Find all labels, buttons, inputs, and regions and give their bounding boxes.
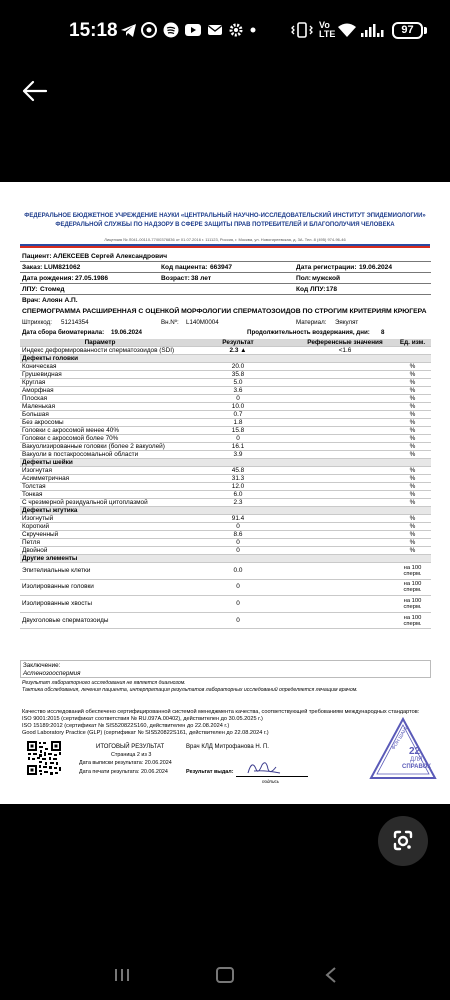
doctor-value: Алоян А.П. [42,297,78,304]
patient-row-birth [20,274,431,284]
param-value: 0 [180,435,296,443]
param-value: 0.0 [180,563,296,580]
test-meta-row1 [20,318,431,328]
param-value: 8.6 [180,531,296,539]
table-row [20,531,431,539]
quality-line2: ISO 9001:2015 (сертификат соответствия № RU.097А.00402), действителен до 30.05.2025 г.) [22,716,263,722]
patient-name: АЛЕКСЕЕВ Сергей Александрович [53,253,168,260]
menu-icon[interactable] [113,966,131,984]
quality-line1: Качество исследований обеспечено сертифицированной системой менеджмента качества, соответствующей требованиям международных стандартов: [22,709,420,715]
table-row [20,387,431,395]
table-row-sdi [20,347,431,355]
param-ref [296,483,394,491]
param-name: Круглая [20,379,180,387]
qr-code [26,740,62,776]
param-name: Головки с акросомой менее 40% [20,427,180,435]
vibrate-icon [291,22,313,38]
circle-app-icon [141,22,157,38]
param-ref [296,451,394,459]
param-value: 15.8 [180,427,296,435]
section-neck-defects [20,459,431,467]
param-ref [296,379,394,387]
status-bar [0,0,450,62]
param-name: Маленькая [20,403,180,411]
param-value: 10.0 [180,403,296,411]
conclusion-text: Астенозооспермия [23,670,81,677]
param-name: Скрученный [20,531,180,539]
volte-bottom: LTE [319,29,336,39]
status-time: 15:18 [69,20,118,41]
param-value: 3.9 [180,451,296,459]
disclaimer-note1: Результат лабораторного исследования не является диагнозом. [22,680,186,686]
nav-bar [0,960,450,1000]
conclusion-box [20,660,431,678]
abstinence-value: 8 [381,329,385,336]
battery-tip [424,27,427,34]
lab-header-line2: ФЕДЕРАЛЬНОЙ СЛУЖБЫ ПО НАДЗОРУ В СФЕРЕ ЗАЩИТЫ ПРАВ ПОТРЕБИТЕЛЕЙ И БЛАГОПОЛУЧИЯ ЧЕЛОВЕКА [55,222,395,228]
lpu-code-value: 178 [326,286,338,293]
param-name: Коническая [20,363,180,371]
home-icon[interactable] [215,966,235,984]
col-header-parameter: Параметр [20,339,180,347]
param-name: Изолированные хвосты [20,596,180,613]
param-name: Эпителиальные клетки [20,563,180,580]
patient-row-order [20,263,431,273]
section-other-elements [20,555,431,563]
table-row [20,579,431,596]
results-table [20,339,431,629]
patient-row-doctor [20,296,431,306]
param-ref [296,443,394,451]
volte-indicator [319,21,335,39]
stamp-word2: СПРАВОК [402,764,431,770]
param-name: Изогнутый [20,515,180,523]
param-unit: % [394,491,431,499]
param-unit: % [394,539,431,547]
document-page [0,182,450,804]
param-ref [296,596,394,613]
patient-name-label: Пациент: [22,253,52,260]
param-value: 0 [180,395,296,403]
param-ref [296,395,394,403]
param-ref [296,531,394,539]
param-name: Головки с акросомой более 70% [20,435,180,443]
param-unit: % [394,499,431,507]
param-unit: % [394,475,431,483]
page-indicator: Страница 2 из 3 [111,752,152,758]
param-value: 35.8 [180,371,296,379]
param-value: 0.7 [180,411,296,419]
param-value: 0 [180,547,296,555]
patient-row-lpu [20,285,431,295]
table-row [20,483,431,491]
param-name: Двойной [20,547,180,555]
sex-label: Пол: [296,275,311,282]
table-header-row [20,339,431,347]
param-unit: % [394,419,431,427]
param-value: 0 [180,596,296,613]
back-arrow-icon[interactable] [22,78,48,104]
section-tail-defects [20,507,431,515]
issue-date-row [79,760,172,766]
birth-value: 27.05.1986 [75,275,109,282]
param-value: 0 [180,539,296,547]
vn-value: L140M0004 [186,319,219,326]
quality-line3: ISO 15189:2012 (сертификат № SIS520822S160, действителен до 22.08.2024 г.) [22,723,230,729]
table-row [20,443,431,451]
param-value: 5.0 [180,379,296,387]
param-ref [296,491,394,499]
spotify-icon [163,22,179,38]
signature-caption: подпись [262,779,280,784]
patient-code-label: Код пациента: [161,264,208,271]
param-unit: % [394,427,431,435]
param-unit: % [394,379,431,387]
param-ref [296,539,394,547]
table-row [20,411,431,419]
abstinence-label: Продолжительность воздержания, дни: [247,329,370,336]
param-ref [296,499,394,507]
table-row [20,467,431,475]
lab-header-line1: ФЕДЕРАЛЬНОЕ БЮДЖЕТНОЕ УЧРЕЖДЕНИЕ НАУКИ «ЦЕНТРАЛЬНЫЙ НАУЧНО-ИССЛЕДОВАТЕЛЬСКИЙ ИНСТИТУТ ЭПИДЕМИОЛОГИИ» [24,213,426,219]
collect-value: 19.06.2024 [111,329,142,336]
param-unit: % [394,547,431,555]
issued-by-label: Результат выдал: [186,769,234,775]
param-name: Толстая [20,483,180,491]
table-row [20,427,431,435]
issue-date-label: Дата выписки результата: [79,760,144,766]
table-row [20,547,431,555]
telegram-icon [120,22,137,38]
param-name: Без акросомы [20,419,180,427]
param-unit: % [394,395,431,403]
param-value: 31.3 [180,475,296,483]
birth-label: Дата рождения: [22,275,74,282]
table-row [20,475,431,483]
param-ref [296,515,394,523]
param-unit: % [394,411,431,419]
settings-icon [228,22,244,38]
lab-header [20,212,430,230]
param-unit: на 100 сперм. [394,612,431,629]
google-lens-icon [378,816,428,866]
param-name: Вакуоли в постакросомальной области [20,451,180,459]
table-row [20,371,431,379]
handwritten-signature [244,757,284,779]
param-value: 1.8 [180,419,296,427]
col-header-reference: Референсные значения [296,339,394,347]
table-row [20,419,431,427]
table-row [20,523,431,531]
disclaimer-note2: Тактика обследования, лечения пациента, интерпретация результатов лабораторных исследований определяется лечащим врачом. [22,687,358,693]
param-name: Изолированные головки [20,579,180,596]
param-ref [296,427,394,435]
section-title: Другие элементы [20,555,431,563]
section-title: Дефекты шейки [20,459,431,467]
table-row [20,363,431,371]
lpu-value: Стомед [40,286,65,293]
order-value: LUM821062 [44,264,81,271]
reg-date-label: Дата регистрации: [296,264,357,271]
table-row [20,379,431,387]
vn-label: Вн.Nº: [161,319,179,326]
param-value: 0 [180,612,296,629]
param-name: Изогнутая [20,467,180,475]
stamp-number: 22 [409,746,421,757]
wifi-icon [337,22,357,38]
param-value: 12.0 [180,483,296,491]
param-value: 20.0 [180,363,296,371]
param-ref: <1.6 [296,347,394,355]
param-unit: на 100 сперм. [394,596,431,613]
col-header-unit: Ед. изм. [394,339,431,347]
test-meta-row2 [20,328,431,338]
param-value: 6.0 [180,491,296,499]
table-row [20,612,431,629]
signal-icon [360,22,386,38]
param-value: 2.3 [180,499,296,507]
print-date-value: 20.06.2024 [140,769,168,775]
battery-icon: 97 [392,22,423,39]
age-value: 38 лет [191,275,212,282]
google-lens-button[interactable] [378,816,428,866]
param-ref [296,371,394,379]
table-row [20,403,431,411]
dot-icon [250,22,256,38]
table-row [20,596,431,613]
param-value: 91.4 [180,515,296,523]
table-row [20,451,431,459]
param-value: 2.3 ▲ [180,347,296,355]
test-title: СПЕРМОГРАММА РАСШИРЕННАЯ С ОЦЕНКОЙ МОРФОЛОГИИ СПЕРМАТОЗОИДОВ ПО СТРОГИМ КРИТЕРИЯМ КРЮГЕРА [22,308,427,315]
patient-code-value: 663947 [210,264,233,271]
param-value: 0 [180,579,296,596]
param-unit: % [394,363,431,371]
lab-stamp [368,716,438,782]
param-value: 0 [180,523,296,531]
param-name: Большая [20,411,180,419]
material-label: Материал: [296,319,327,326]
param-ref [296,579,394,596]
back-icon[interactable] [322,966,340,984]
lab-license: Лицензия № Л041-00110-77/00376836 от 01.07.2016 г. 111123, Россия, г. Москва, ул. Новогиреевская, д. 3А. Тел. 8 (495) 974-96-46 [104,237,346,242]
collect-label: Дата сбора биоматериала: [22,329,105,336]
stamp-top-text: ФОН ШАНИ [390,724,411,752]
param-value: 3.6 [180,387,296,395]
param-unit: % [394,371,431,379]
table-row [20,491,431,499]
volte-top: Vo [319,20,330,30]
table-row [20,515,431,523]
table-row [20,563,431,580]
sex-value: мужской [312,275,341,282]
param-unit: % [394,451,431,459]
section-title: Дефекты головки [20,355,431,363]
param-ref [296,387,394,395]
print-date-row [79,769,168,775]
lpu-code-label: Код ЛПУ: [296,286,326,293]
issue-date-value: 20.06.2024 [144,760,172,766]
table-row [20,539,431,547]
param-ref [296,467,394,475]
barcode-label: Штрихкод: [22,319,52,326]
table-row [20,395,431,403]
param-ref [296,547,394,555]
col-header-result: Результат [180,339,296,347]
param-unit: % [394,403,431,411]
final-result-label: ИТОГОВЫЙ РЕЗУЛЬТАТ [96,744,165,750]
param-unit [394,347,431,355]
param-unit: % [394,467,431,475]
reg-date-value: 19.06.2024 [359,264,393,271]
stamp-word1: ДЛЯ [410,757,423,763]
param-ref [296,403,394,411]
param-name: Вакуолизированные головки (более 2 вакуолей) [20,443,180,451]
param-unit: на 100 сперм. [394,579,431,596]
param-unit: % [394,523,431,531]
param-ref [296,411,394,419]
lpu-label: ЛПУ: [22,286,38,293]
param-unit: % [394,435,431,443]
param-unit: % [394,483,431,491]
param-unit: % [394,531,431,539]
param-name: Асимметричная [20,475,180,483]
param-name: Индекс деформированности сперматозоидов (SDI) [20,347,180,355]
print-date-label: Дата печати результата: [79,769,140,775]
param-unit: % [394,387,431,395]
param-name: Петля [20,539,180,547]
doctor-label: Врач: [22,297,41,304]
patient-row-name [20,252,431,262]
param-ref [296,419,394,427]
param-unit: на 100 сперм. [394,563,431,580]
table-row [20,435,431,443]
param-ref [296,612,394,629]
section-head-defects [20,355,431,363]
material-value: Эякулят [335,319,359,326]
param-name: Грушевидная [20,371,180,379]
barcode-value: 51214354 [61,319,89,326]
signing-doctor: Врач КЛД Митрофанова Н. П. [186,744,269,750]
param-ref [296,563,394,580]
param-unit: % [394,443,431,451]
param-name: Короткий [20,523,180,531]
flag-stripe-red [20,246,430,248]
param-name: Плоская [20,395,180,403]
conclusion-label: Заключение: [23,662,61,669]
param-value: 16.1 [180,443,296,451]
param-ref [296,363,394,371]
param-name: Двухголовые сперматозоиды [20,612,180,629]
age-label: Возраст: [161,275,190,282]
order-label: Заказ: [22,264,43,271]
youtube-icon [184,22,202,38]
table-row [20,499,431,507]
param-ref [296,523,394,531]
mail-icon [207,22,223,38]
param-name: Аморфная [20,387,180,395]
param-ref [296,475,394,483]
quality-line4: Good Laboratory Practice (GLP) (сертификат № SIS520822S161, действителен до 22.08.2024 г.) [22,730,269,736]
param-value: 45.8 [180,467,296,475]
param-ref [296,435,394,443]
section-title: Дефекты жгутика [20,507,431,515]
param-name: С чрезмерной резидуальной цитоплазмой [20,499,180,507]
param-unit: % [394,515,431,523]
param-name: Тонкая [20,491,180,499]
